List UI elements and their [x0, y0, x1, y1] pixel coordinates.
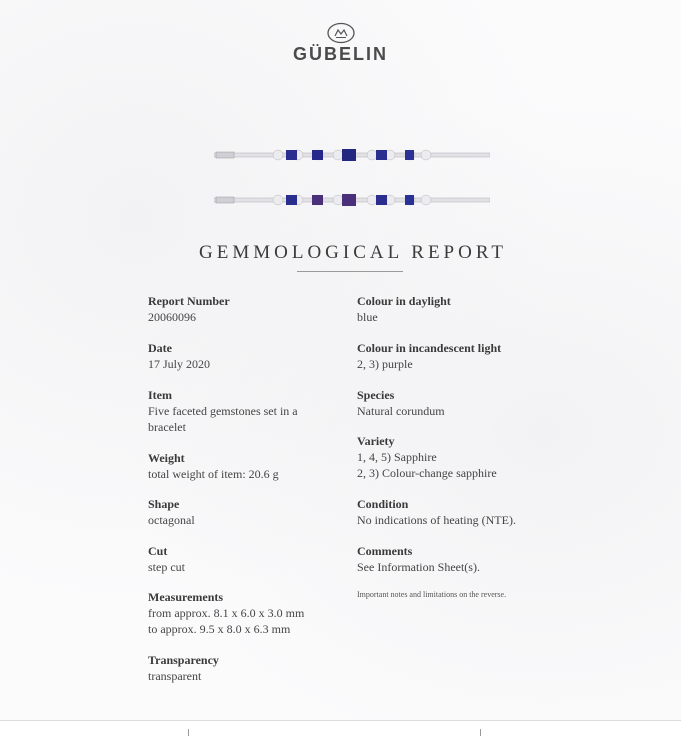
- field-label: Shape: [148, 497, 180, 511]
- field-label: Variety: [357, 434, 395, 448]
- field-value: total weight of item: 20.6 g: [148, 467, 279, 481]
- footer-divider: [480, 729, 481, 736]
- field-label: Condition: [357, 497, 409, 511]
- field-colour-daylight: [357, 294, 567, 325]
- field-measurements: [148, 590, 348, 637]
- field-item: [148, 388, 348, 435]
- field-colour-incandescent: [357, 341, 567, 372]
- brand-header: [0, 22, 681, 65]
- field-weight: [148, 451, 348, 482]
- field-label: Species: [357, 388, 395, 402]
- field-label: Cut: [148, 544, 168, 558]
- footer-bar: [0, 720, 681, 736]
- footer-divider: [188, 729, 189, 736]
- field-condition: [357, 497, 567, 528]
- field-value: 2, 3) purple: [357, 357, 413, 371]
- field-transparency: [148, 653, 348, 684]
- field-label: Colour in incandescent light: [357, 341, 502, 355]
- field-species: [357, 388, 567, 419]
- field-value: No indications of heating (NTE).: [357, 513, 516, 527]
- bracelet-image-bottom: [214, 193, 490, 207]
- report-title: GEMMOLOGICAL REPORT: [199, 242, 507, 263]
- gubelin-crest-icon: [326, 22, 356, 44]
- field-value: 17 July 2020: [148, 357, 211, 371]
- field-shape: [148, 497, 348, 528]
- field-value: step cut: [148, 560, 185, 574]
- field-label: Weight: [148, 451, 185, 465]
- field-date: [148, 341, 348, 372]
- field-value: blue: [357, 310, 378, 324]
- field-report-number: [148, 294, 348, 325]
- field-label: Date: [148, 341, 172, 355]
- field-value: See Information Sheet(s).: [357, 560, 480, 574]
- field-value: 20060096: [148, 310, 196, 324]
- limitations-note: Important notes and limitations on the reverse.: [357, 590, 507, 599]
- field-value: from approx. 8.1 x 6.0 x 3.0 mm to approx. 9.5 x 8.0 x 6.3 mm: [148, 606, 305, 636]
- field-value: transparent: [148, 669, 202, 683]
- field-value: 1, 4, 5) Sapphire 2, 3) Colour-change sapphire: [357, 450, 497, 480]
- field-label: Item: [148, 388, 172, 402]
- field-cut: [148, 544, 348, 575]
- field-value: octagonal: [148, 513, 195, 527]
- brand-name: GÜBELIN: [293, 44, 388, 64]
- field-label: Transparency: [148, 653, 219, 667]
- field-label: Comments: [357, 544, 413, 558]
- field-label: Report Number: [148, 294, 230, 308]
- bracelet-image-top: [214, 148, 490, 162]
- title-divider: [297, 271, 403, 272]
- field-variety: [357, 434, 567, 481]
- field-label: Measurements: [148, 590, 224, 604]
- field-label: Colour in daylight: [357, 294, 451, 308]
- field-comments: [357, 544, 567, 575]
- field-value: Natural corundum: [357, 404, 445, 418]
- field-value: Five faceted gemstones set in a bracelet: [148, 404, 298, 434]
- limitations-note-field: [357, 589, 567, 601]
